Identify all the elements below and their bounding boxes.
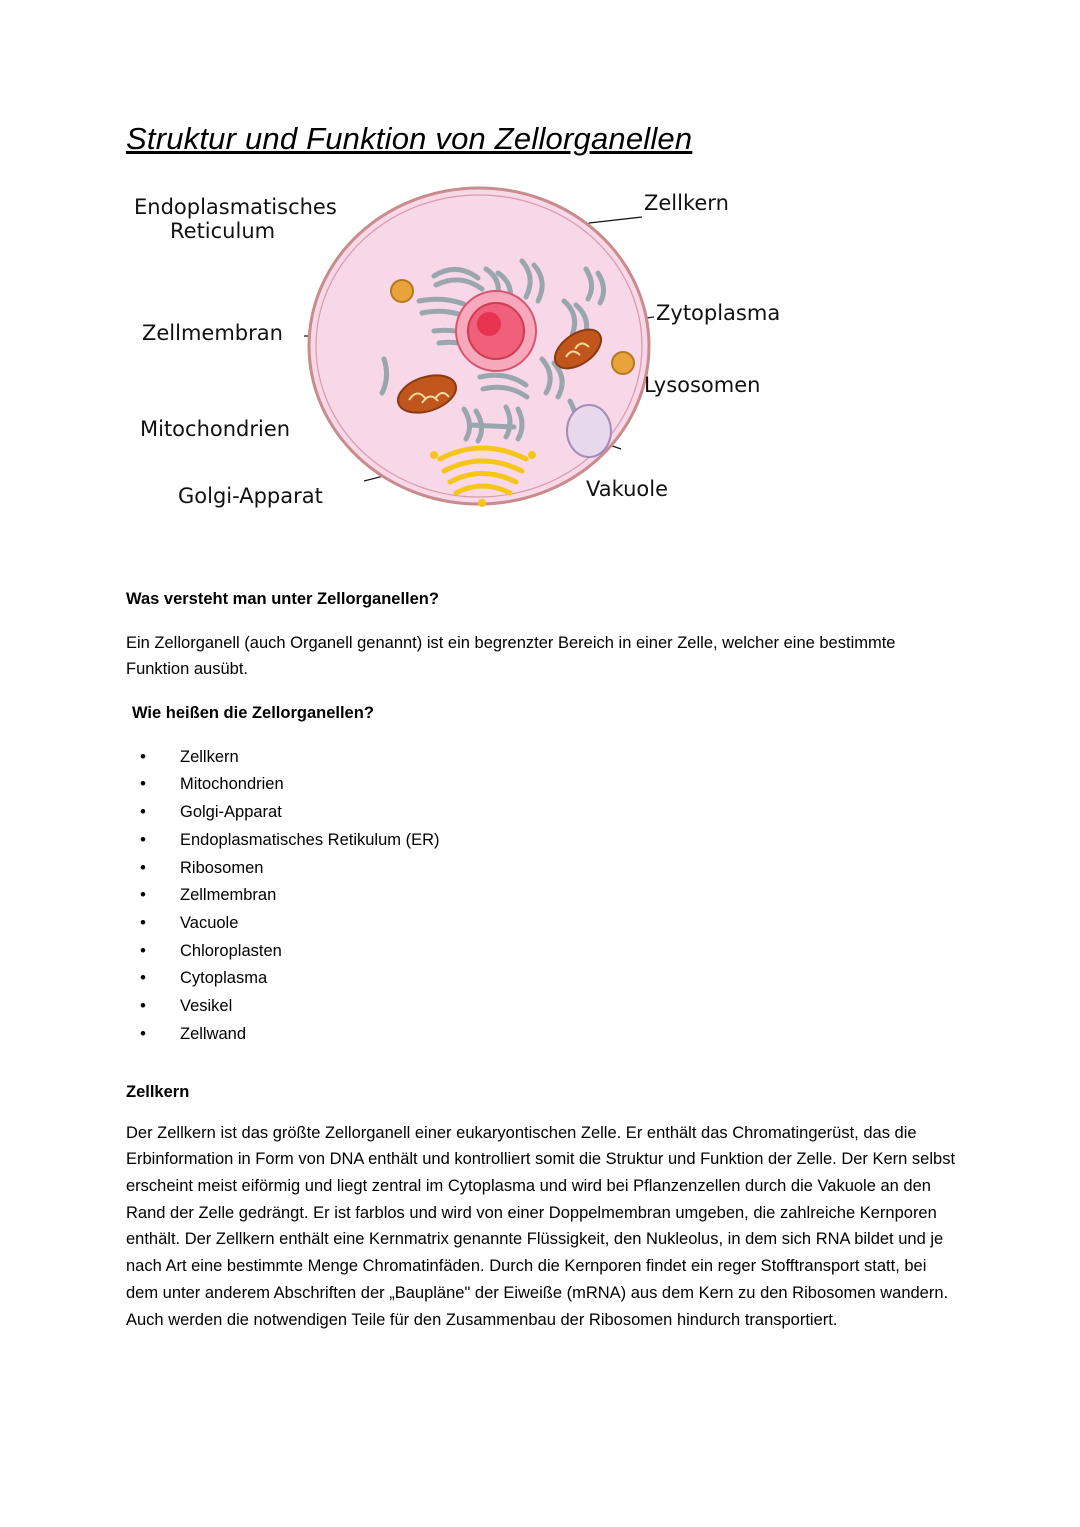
label-endoplasmatisches-reticulum: Endoplasmatisches Reticulum (134, 194, 337, 243)
list-item: • Zellmembran (126, 882, 956, 910)
list-item: • Mitochondrien (126, 771, 956, 799)
label-lysosomen: Lysosomen (644, 372, 761, 397)
section-zellkern-paragraph: Der Zellkern ist das größte Zellorganell einer eukaryontischen Zelle. Er enthält das Chromatingerüst, das die Erbinformation in Form von DNA enthält und kontrolliert somit die Struktur und Funktion der Zelle. Der Kern selbst erscheint meist eiförmig und liegt zentral im Cytoplasma und wird bei Pflanzenzellen durch die Vakuole an den Rand der Zelle gedrängt. Er ist farblos und wird von einer Doppelmembran umgeben, die zahlreiche Kernporen enthält. Der Zellkern enthält eine Kernmatrix genannte Flüssigkeit, den Nukleolus, in dem sich RNA bildet und je nach Art eine bestimmte Menge Chromatinfäden. Durch die Kernporen findet ein reger Stofftransport statt, bei dem unter anderem Abschriften der „Baupläne" der Eiweiße (mRNA) aus dem Kern zu den Ribosomen wandern. Auch werden die notwendigen Teile für den Zusammenbau der Ribosomen hindurch transportiert. (126, 1123, 956, 1329)
section-zellkern-heading: Zellkern (126, 1082, 190, 1101)
document-content (126, 120, 956, 1333)
list-item: • Zellkern (126, 744, 956, 772)
label-golgi-apparat: Golgi-Apparat (178, 483, 323, 508)
question-1-answer: Ein Zellorganell (auch Organell genannt) ist ein begrenzter Bereich in einer Zelle, welcher eine bestimmte Funktion ausübt. (126, 633, 896, 679)
list-item: • Chloroplasten (126, 938, 956, 966)
label-vakuole: Vakuole (586, 476, 669, 501)
page-title: Struktur und Funktion von Zellorganellen (126, 121, 693, 156)
question-1-heading: Was versteht man unter Zellorganellen? (126, 589, 439, 608)
list-item: • Ribosomen (126, 855, 956, 883)
question-2-heading: Wie heißen die Zellorganellen? (132, 703, 374, 722)
label-mitochondrien: Mitochondrien (140, 416, 291, 441)
organelle-list (126, 744, 956, 1049)
list-item: • Endoplasmatisches Retikulum (ER) (126, 827, 956, 855)
list-item: • Cytoplasma (126, 965, 956, 993)
list-item: • Zellwand (126, 1021, 956, 1049)
label-zellmembran: Zellmembran (142, 320, 283, 345)
label-zytoplasma: Zytoplasma (656, 300, 781, 325)
label-zellkern: Zellkern (644, 190, 729, 215)
cell-diagram (134, 181, 834, 541)
list-item: • Golgi-Apparat (126, 799, 956, 827)
list-item: • Vesikel (126, 993, 956, 1021)
list-item: • Vacuole (126, 910, 956, 938)
